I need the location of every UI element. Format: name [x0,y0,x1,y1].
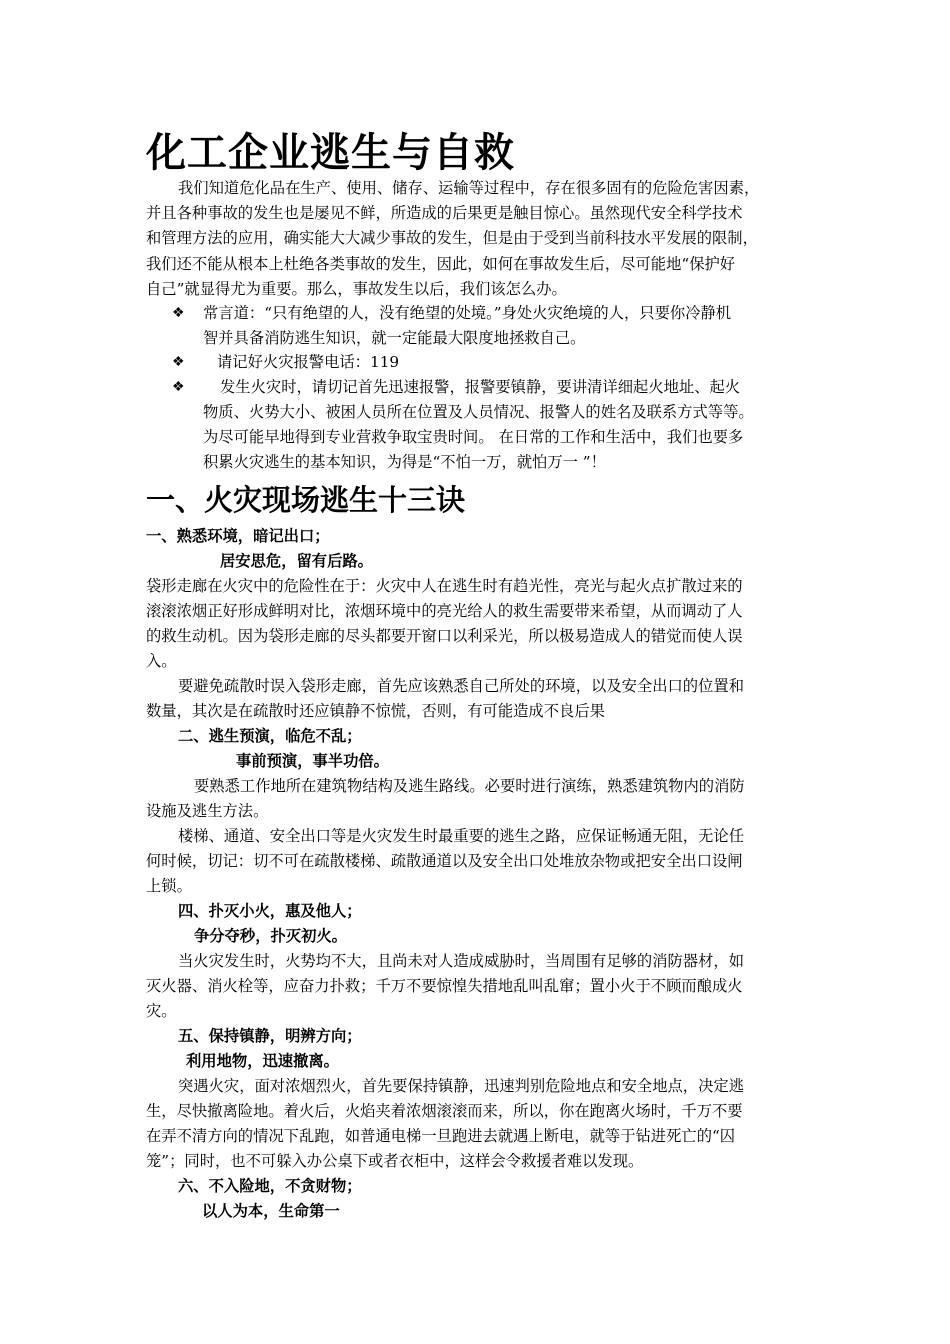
subsection-title: 五、保持镇静，明辨方向； [178,1027,362,1045]
diamond-bullet-icon: ❖ [172,354,185,370]
paragraph-line: 何时候，切记：切不可在疏散楼梯、疏散通道以及安全出口处堆放杂物或把安全出口设闸 [146,852,743,870]
subsection-subtitle: 利用地物，迅速撤离。 [186,1052,339,1070]
subsection-subtitle: 事前预演，事半功倍。 [236,752,389,770]
diamond-bullet-icon: ❖ [172,305,185,321]
bullet-text: 为尽可能早地得到专业营救争取宝贵时间。 在日常的工作和生活中，我们也要多 [203,428,744,446]
subsection-title: 六、不入险地，不贪财物； [178,1177,362,1195]
subsection-subtitle: 居安思危，留有后路。 [220,552,373,570]
intro-line: 和管理方法的应用，确实能大大减少事故的发生，但是由于受到当前科技水平发展的限制， [146,229,758,247]
paragraph-line: 上锁。 [146,877,192,895]
paragraph-line: 笼”；同时，也不可躲入办公桌下或者衣柜中，这样会令救援者难以发现。 [146,1152,644,1170]
document-title: 化工企业逃生与自救 [146,129,515,176]
intro-line: 我们还不能从根本上杜绝各类事故的发生，因此，如何在事故发生后，尽可能地“保护好 [146,255,736,273]
paragraph-line: 滚滚浓烟正好形成鲜明对比，浓烟环境中的亮光给人的救生需要带来希望，从而调动了人 [146,602,743,620]
diamond-bullet-icon: ❖ [172,379,185,395]
bullet-text: 请记好火灾报警电话：119 [217,353,400,371]
paragraph-line: 要熟悉工作地所在建筑物结构及逃生路线。必要时进行演练，熟悉建筑物内的消防 [194,777,745,795]
paragraph-line: 在弄不清方向的情况下乱跑，如普通电梯一旦跑进去就遇上断电，就等于钻进死亡的“囚 [146,1127,736,1145]
subsection-title: 一、熟悉环境，暗记出口； [146,527,330,545]
bullet-text: 智并具备消防逃生知识，就一定能最大限度地拯救自己。 [203,329,586,347]
intro-line: 自己”就显得尤为重要。那么，事故发生以后，我们该怎么办。 [146,280,567,298]
paragraph-line: 生，尽快撤离险地。着火后，火焰夹着浓烟滚滚而来，所以，你在跑离火场时，千万不要 [146,1102,743,1120]
paragraph-line: 的救生动机。因为袋形走廊的尽头都要开窗口以利采光，所以极易造成人的错觉而使人误 [146,627,743,645]
paragraph-line: 灭火器、消火栓等，应奋力扑救；千万不要惊惶失措地乱叫乱窜；置小火于不顾而酿成火 [146,977,743,995]
intro-line: 并且各种事故的发生也是屡见不鲜，所造成的后果更是触目惊心。虽然现代安全科学技术 [146,204,743,222]
paragraph-line: 突遇火灾，面对浓烟烈火，首先要保持镇静，迅速判别危险地点和安全地点，决定逃 [178,1077,744,1095]
bullet-text: 物质、火势大小、被困人员所在位置及人员情况、报警人的姓名及联系方式等等。 [203,403,754,421]
subsection-subtitle: 争分夺秒，扑灭初火。 [194,927,347,945]
subsection-subtitle: 以人为本，生命第一 [202,1202,340,1220]
paragraph-line: 数量，其次是在疏散时还应镇静不惊慌，否则，有可能造成不良后果 [146,702,605,720]
paragraph-line: 当火灾发生时，火势均不大，且尚未对人造成威胁时，当周围有足够的消防器材，如 [178,952,744,970]
paragraph-line: 袋形走廊在火灾中的危险性在于：火灾中人在逃生时有趋光性，亮光与起火点扩散过来的 [146,577,743,595]
bullet-text: 发生火灾时，请切记首先迅速报警，报警要镇静，要讲清详细起火地址、起火 [220,378,741,396]
bullet-text: 常言道：“只有绝望的人，没有绝望的处境。”身处火灾绝境的人，只要你冷静机 [203,304,732,322]
section-heading: 一、火灾现场逃生十三诀 [146,483,466,517]
bullet-text: 积累火灾逃生的基本知识，为得是“不怕一万，就怕万一 ”！ [203,453,606,471]
paragraph-line: 要避免疏散时误入袋形走廊，首先应该熟悉自己所处的环境，以及安全出口的位置和 [178,677,744,695]
paragraph-line: 楼梯、通道、安全出口等是火灾发生时最重要的逃生之路，应保证畅通无阻，无论任 [178,827,744,845]
paragraph-line: 灾。 [146,1002,177,1020]
subsection-title: 四、扑灭小火，惠及他人； [178,902,362,920]
paragraph-line: 设施及逃生方法。 [146,802,269,820]
subsection-title: 二、逃生预演，临危不乱； [178,727,362,745]
paragraph-line: 入。 [146,652,177,670]
intro-line: 我们知道危化品在生产、使用、储存、运输等过程中，存在很多固有的危险危害因素， [178,179,760,197]
